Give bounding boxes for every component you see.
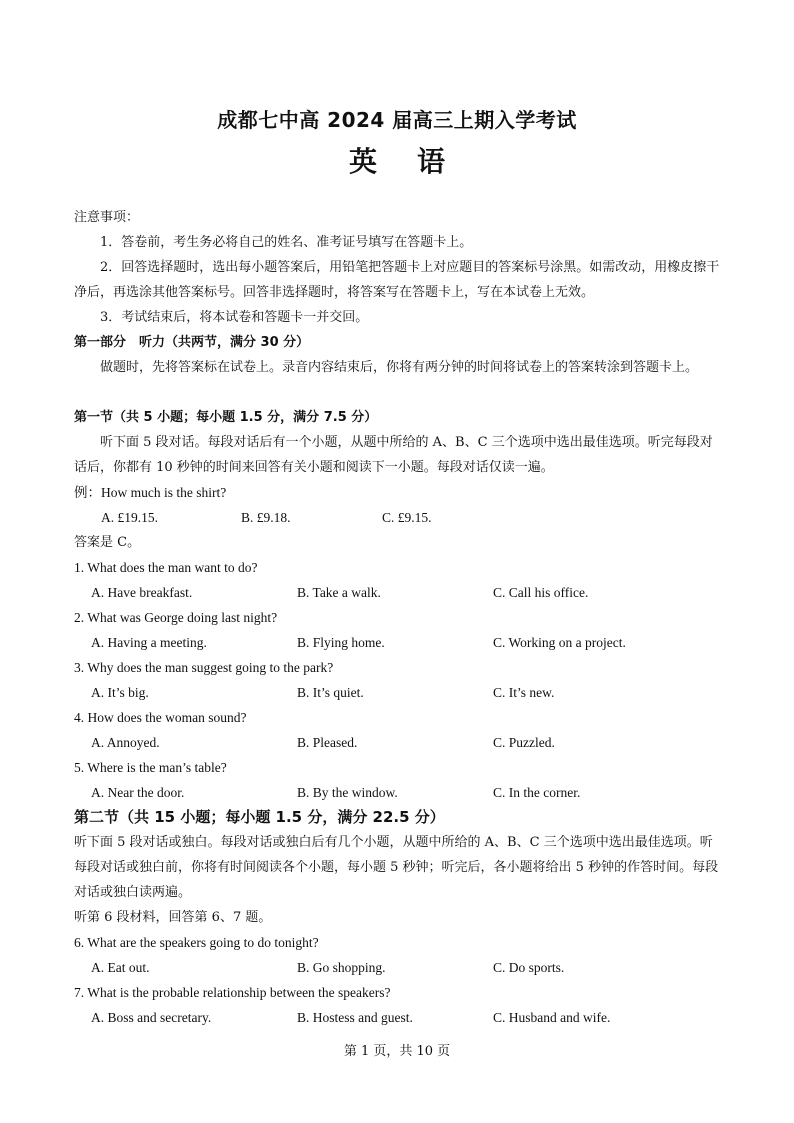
notice-item-2: 2．回答选择题时，选出每小题答案后，用铅笔把答题卡上对应题目的答案标号涂黑。如需改动，用橡皮擦干净后，再选涂其他答案标号。回答非选择题时，将答案写在答题卡上，写在本试卷上无效。 xyxy=(74,260,720,300)
q4-option-a: A. Annoyed. xyxy=(91,735,160,750)
q6-option-a: A. Eat out. xyxy=(91,960,150,975)
question-6: 6. What are the speakers going to do tonight? xyxy=(74,935,319,950)
section2-instruction: 听下面 5 段对话或独白。每段对话或独白后有几个小题，从题中所给的 A、B、C 三个选项中选出最佳选项。听每段对话或独白前，你将有时间阅读各个小题，每小题 5 秒钟；听完后，各小题将给出 5 秒钟的作答时间。每段对话或独白读两遍。 xyxy=(74,835,719,900)
q1-option-b: B. Take a walk. xyxy=(297,585,381,600)
q3-option-c: C. It’s new. xyxy=(493,685,555,700)
q3-option-a: A. It’s big. xyxy=(91,685,149,700)
notice-heading: 注意事项： xyxy=(74,210,140,225)
q2-option-c: C. Working on a project. xyxy=(493,635,626,650)
question-1: 1. What does the man want to do? xyxy=(74,560,258,575)
q7-option-c: C. Husband and wife. xyxy=(493,1010,611,1025)
example-option-b: B. £9.18. xyxy=(241,510,291,525)
q1-option-c: C. Call his office. xyxy=(493,585,589,600)
q2-option-b: B. Flying home. xyxy=(297,635,385,650)
material-6-note: 听第 6 段材料，回答第 6、7 题。 xyxy=(74,910,272,925)
example-option-c: C. £9.15. xyxy=(382,510,432,525)
example-question: 例：How much is the shirt? xyxy=(74,485,227,500)
q3-option-b: B. It’s quiet. xyxy=(297,685,364,700)
example-option-a: A. £19.15. xyxy=(101,510,158,525)
q7-option-a: A. Boss and secretary. xyxy=(91,1010,212,1025)
question-3: 3. Why does the man suggest going to the park? xyxy=(74,660,334,675)
question-4: 4. How does the woman sound? xyxy=(74,710,247,725)
q5-option-b: B. By the window. xyxy=(297,785,398,800)
section2-heading: 第二节（共 15 小题；每小题 1.5 分，满分 22.5 分） xyxy=(74,808,445,826)
question-5: 5. Where is the man’s table? xyxy=(74,760,227,775)
question-7: 7. What is the probable relationship between the speakers? xyxy=(74,985,391,1000)
q4-option-b: B. Pleased. xyxy=(297,735,358,750)
q6-option-c: C. Do sports. xyxy=(493,960,565,975)
q6-option-b: B. Go shopping. xyxy=(297,960,386,975)
subject-title: 英语 xyxy=(348,145,485,178)
q1-option-a: A. Have breakfast. xyxy=(91,585,193,600)
notice-item-3: 3．考试结束后，将本试卷和答题卡一并交回。 xyxy=(100,310,369,325)
question-2: 2. What was George doing last night? xyxy=(74,610,278,625)
q2-option-a: A. Having a meeting. xyxy=(91,635,207,650)
q5-option-a: A. Near the door. xyxy=(91,785,185,800)
exam-title: 成都七中高 2024 届高三上期入学考试 xyxy=(217,108,577,132)
page-number: 第 1 页，共 10 页 xyxy=(343,1044,451,1059)
section1-instruction: 听下面 5 段对话。每段对话后有一个小题，从题中所给的 A、B、C 三个选项中选出最佳选项。听完每段对话后，你都有 10 秒钟的时间来回答有关小题和阅读下一小题。每段对话仅读一遍。 xyxy=(74,435,713,475)
example-answer: 答案是 C。 xyxy=(74,535,141,550)
q5-option-c: C. In the corner. xyxy=(493,785,581,800)
section1-heading: 第一节（共 5 小题；每小题 1.5 分，满分 7.5 分） xyxy=(74,410,378,425)
notice-item-1: 1．答卷前，考生务必将自己的姓名、准考证号填写在答题卡上。 xyxy=(100,235,473,250)
part1-heading: 第一部分 听力（共两节，满分 30 分） xyxy=(74,335,310,350)
q4-option-c: C. Puzzled. xyxy=(493,735,555,750)
q7-option-b: B. Hostess and guest. xyxy=(297,1010,413,1025)
part1-instruction: 做题时，先将答案标在试卷上。录音内容结束后，你将有两分钟的时间将试卷上的答案转涂到答题卡上。 xyxy=(100,360,699,375)
